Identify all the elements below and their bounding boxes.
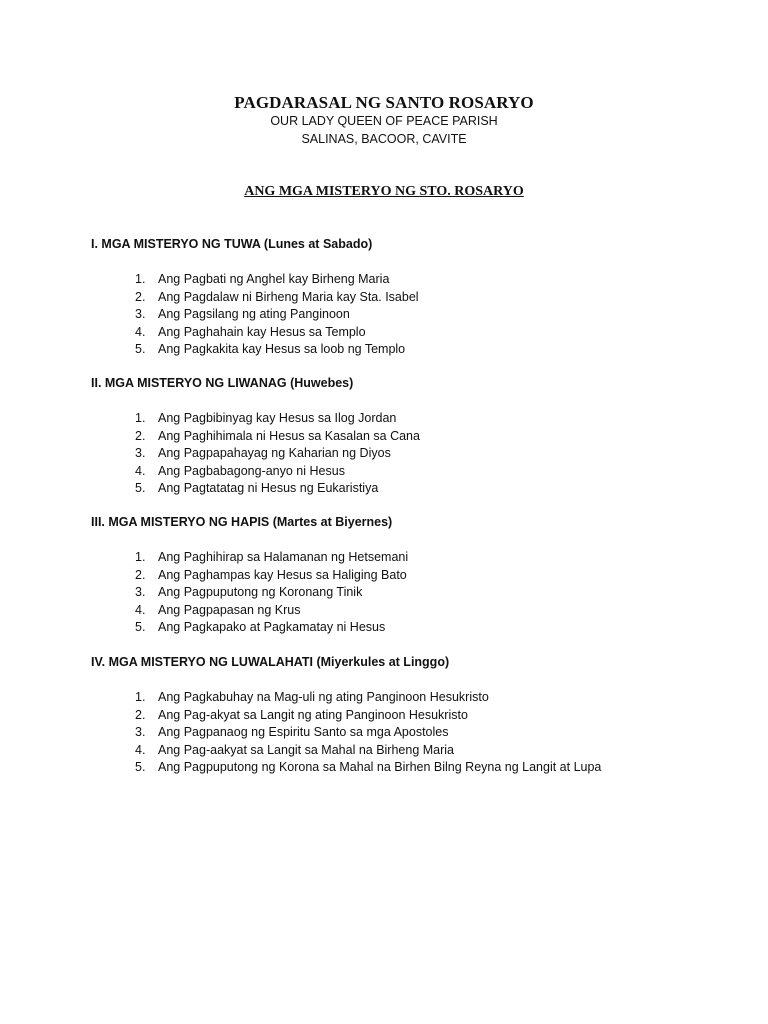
section-luminous <box>91 375 731 498</box>
list-item <box>91 724 731 742</box>
section-title: III. MGA MISTERYO NG HAPIS (Martes at Biyernes) <box>91 515 393 529</box>
item-number: 1. <box>135 690 146 704</box>
mysteries-heading: ANG MGA MISTERYO NG STO. ROSARYO <box>244 184 524 199</box>
item-number: 2. <box>135 289 146 304</box>
list-item <box>91 602 731 620</box>
item-text: Ang Pagtatatag ni Hesus ng Eukaristiya <box>158 481 379 495</box>
section-title: I. MGA MISTERYO NG TUWA (Lunes at Sabado) <box>91 237 373 251</box>
item-number: 3. <box>135 446 146 460</box>
item-text: Ang Pagpapasan ng Krus <box>158 602 301 617</box>
item-text: Ang Pagbabagong-anyo ni Hesus <box>158 463 345 478</box>
item-number: 5. <box>135 342 146 356</box>
item-text: Ang Paghihirap sa Halamanan ng Hetsemani <box>158 550 409 564</box>
list-item <box>91 759 731 777</box>
item-number: 4. <box>135 602 146 617</box>
item-number: 2. <box>135 707 146 722</box>
section-joyful <box>91 236 731 359</box>
section-glorious <box>91 654 731 777</box>
section-title: II. MGA MISTERYO NG LIWANAG (Huwebes) <box>91 376 354 390</box>
item-number: 1. <box>135 411 146 425</box>
item-number: 5. <box>135 620 146 634</box>
item-number: 4. <box>135 742 146 757</box>
item-number: 4. <box>135 324 146 339</box>
list-item <box>91 689 731 707</box>
item-number: 5. <box>135 760 146 774</box>
item-number: 5. <box>135 481 146 495</box>
list-item <box>91 707 731 725</box>
parish-location: SALINAS, BACOOR, CAVITE <box>301 132 467 146</box>
item-text: Ang Paghahain kay Hesus sa Templo <box>158 324 366 339</box>
parish-name: OUR LADY QUEEN OF PEACE PARISH <box>270 114 498 128</box>
section-sorrowful <box>91 514 731 637</box>
item-number: 2. <box>135 567 146 582</box>
mystery-list <box>91 689 731 777</box>
list-item <box>91 324 731 342</box>
section-title: IV. MGA MISTERYO NG LUWALAHATI (Miyerkules at Linggo) <box>91 655 450 669</box>
list-item <box>91 463 731 481</box>
item-number: 1. <box>135 550 146 564</box>
list-item <box>91 271 731 289</box>
list-item <box>91 428 731 446</box>
list-item <box>91 549 731 567</box>
list-item <box>91 289 731 307</box>
item-text: Ang Pagbibinyag kay Hesus sa Ilog Jordan <box>158 411 397 425</box>
item-number: 1. <box>135 272 146 286</box>
item-text: Ang Pagpuputong ng Koronang Tinik <box>158 585 363 599</box>
item-text: Ang Paghihimala ni Hesus sa Kasalan sa Cana <box>158 428 420 443</box>
mystery-list <box>91 271 731 359</box>
item-text: Ang Pagkabuhay na Mag-uli ng ating Panginoon Hesukristo <box>158 690 489 704</box>
list-item <box>91 742 731 760</box>
item-text: Ang Pag-akyat sa Langit ng ating Panginoon Hesukristo <box>158 707 468 722</box>
item-text: Ang Pagkapako at Pagkamatay ni Hesus <box>158 620 386 634</box>
item-text: Ang Pagpanaog ng Espiritu Santo sa mga Apostoles <box>158 725 449 739</box>
list-item <box>91 567 731 585</box>
item-text: Ang Pagbati ng Anghel kay Birheng Maria <box>158 272 390 286</box>
document-title: PAGDARASAL NG SANTO ROSARYO <box>234 93 534 112</box>
item-text: Ang Pagsilang ng ating Panginoon <box>158 307 350 321</box>
list-item <box>91 410 731 428</box>
item-number: 4. <box>135 463 146 478</box>
mystery-list <box>91 549 731 637</box>
item-text: Ang Pag-aakyat sa Langit sa Mahal na Birheng Maria <box>158 742 455 757</box>
item-number: 3. <box>135 585 146 599</box>
list-item <box>91 341 731 359</box>
item-text: Ang Pagpuputong ng Korona sa Mahal na Birhen Bilng Reyna ng Langit at Lupa <box>158 760 602 774</box>
item-text: Ang Pagkakita kay Hesus sa loob ng Templo <box>158 342 406 356</box>
list-item <box>91 480 731 498</box>
item-text: Ang Pagdalaw ni Birheng Maria kay Sta. Isabel <box>158 289 419 304</box>
list-item <box>91 306 731 324</box>
list-item <box>91 619 731 637</box>
item-number: 3. <box>135 725 146 739</box>
item-number: 2. <box>135 428 146 443</box>
list-item <box>91 445 731 463</box>
mystery-list <box>91 410 731 498</box>
list-item <box>91 584 731 602</box>
item-text: Ang Pagpapahayag ng Kaharian ng Diyos <box>158 446 391 460</box>
item-number: 3. <box>135 307 146 321</box>
item-text: Ang Paghampas kay Hesus sa Haliging Bato <box>158 567 407 582</box>
